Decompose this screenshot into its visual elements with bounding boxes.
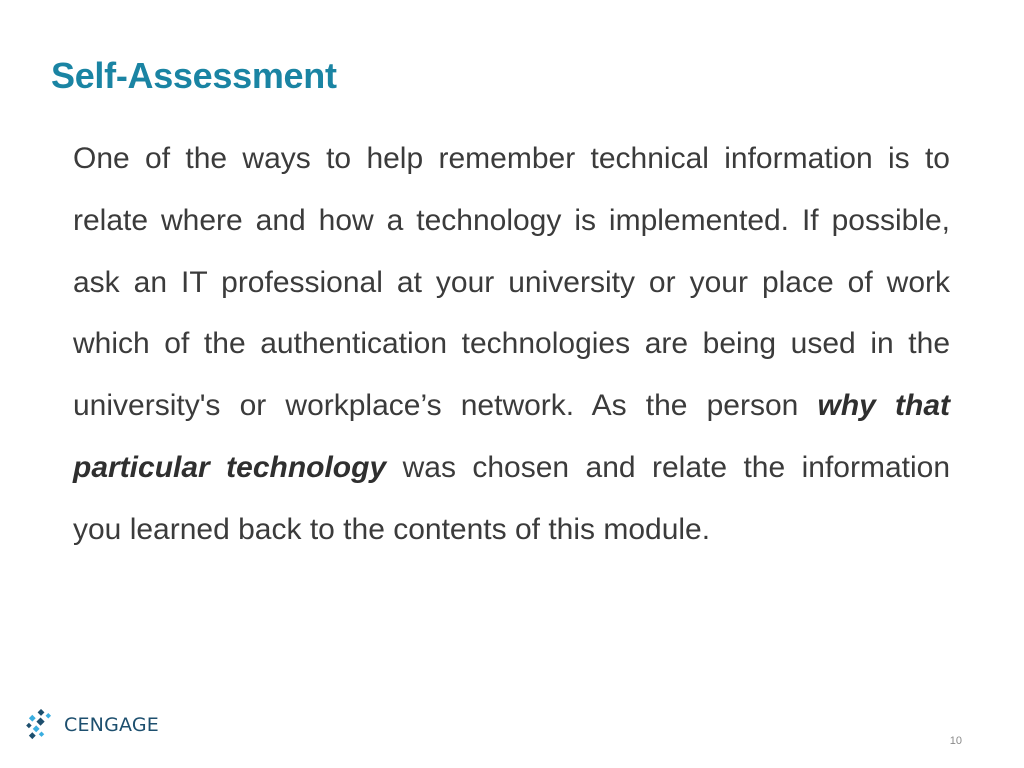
body-text-emphasis: why that particular technology [73,389,950,484]
slide-title: Self-Assessment [51,55,337,96]
body-text-intro: One of the ways to help remember technical information is to relate where and how a technology is implemented. If possible, ask an IT professional at your university or your place of work which of the authentication technologies are being used in the university's or workplace’s network. As the person [73,142,950,423]
body-text-outro: was chosen and relate the information you learned back to the contents of this module. [73,450,951,546]
page-number: 10 [949,735,962,747]
slide-body-text [73,128,950,561]
cengage-mark-icon [26,709,57,740]
cengage-logo-text: CENGAGE [64,713,159,736]
cengage-logo [26,709,159,740]
